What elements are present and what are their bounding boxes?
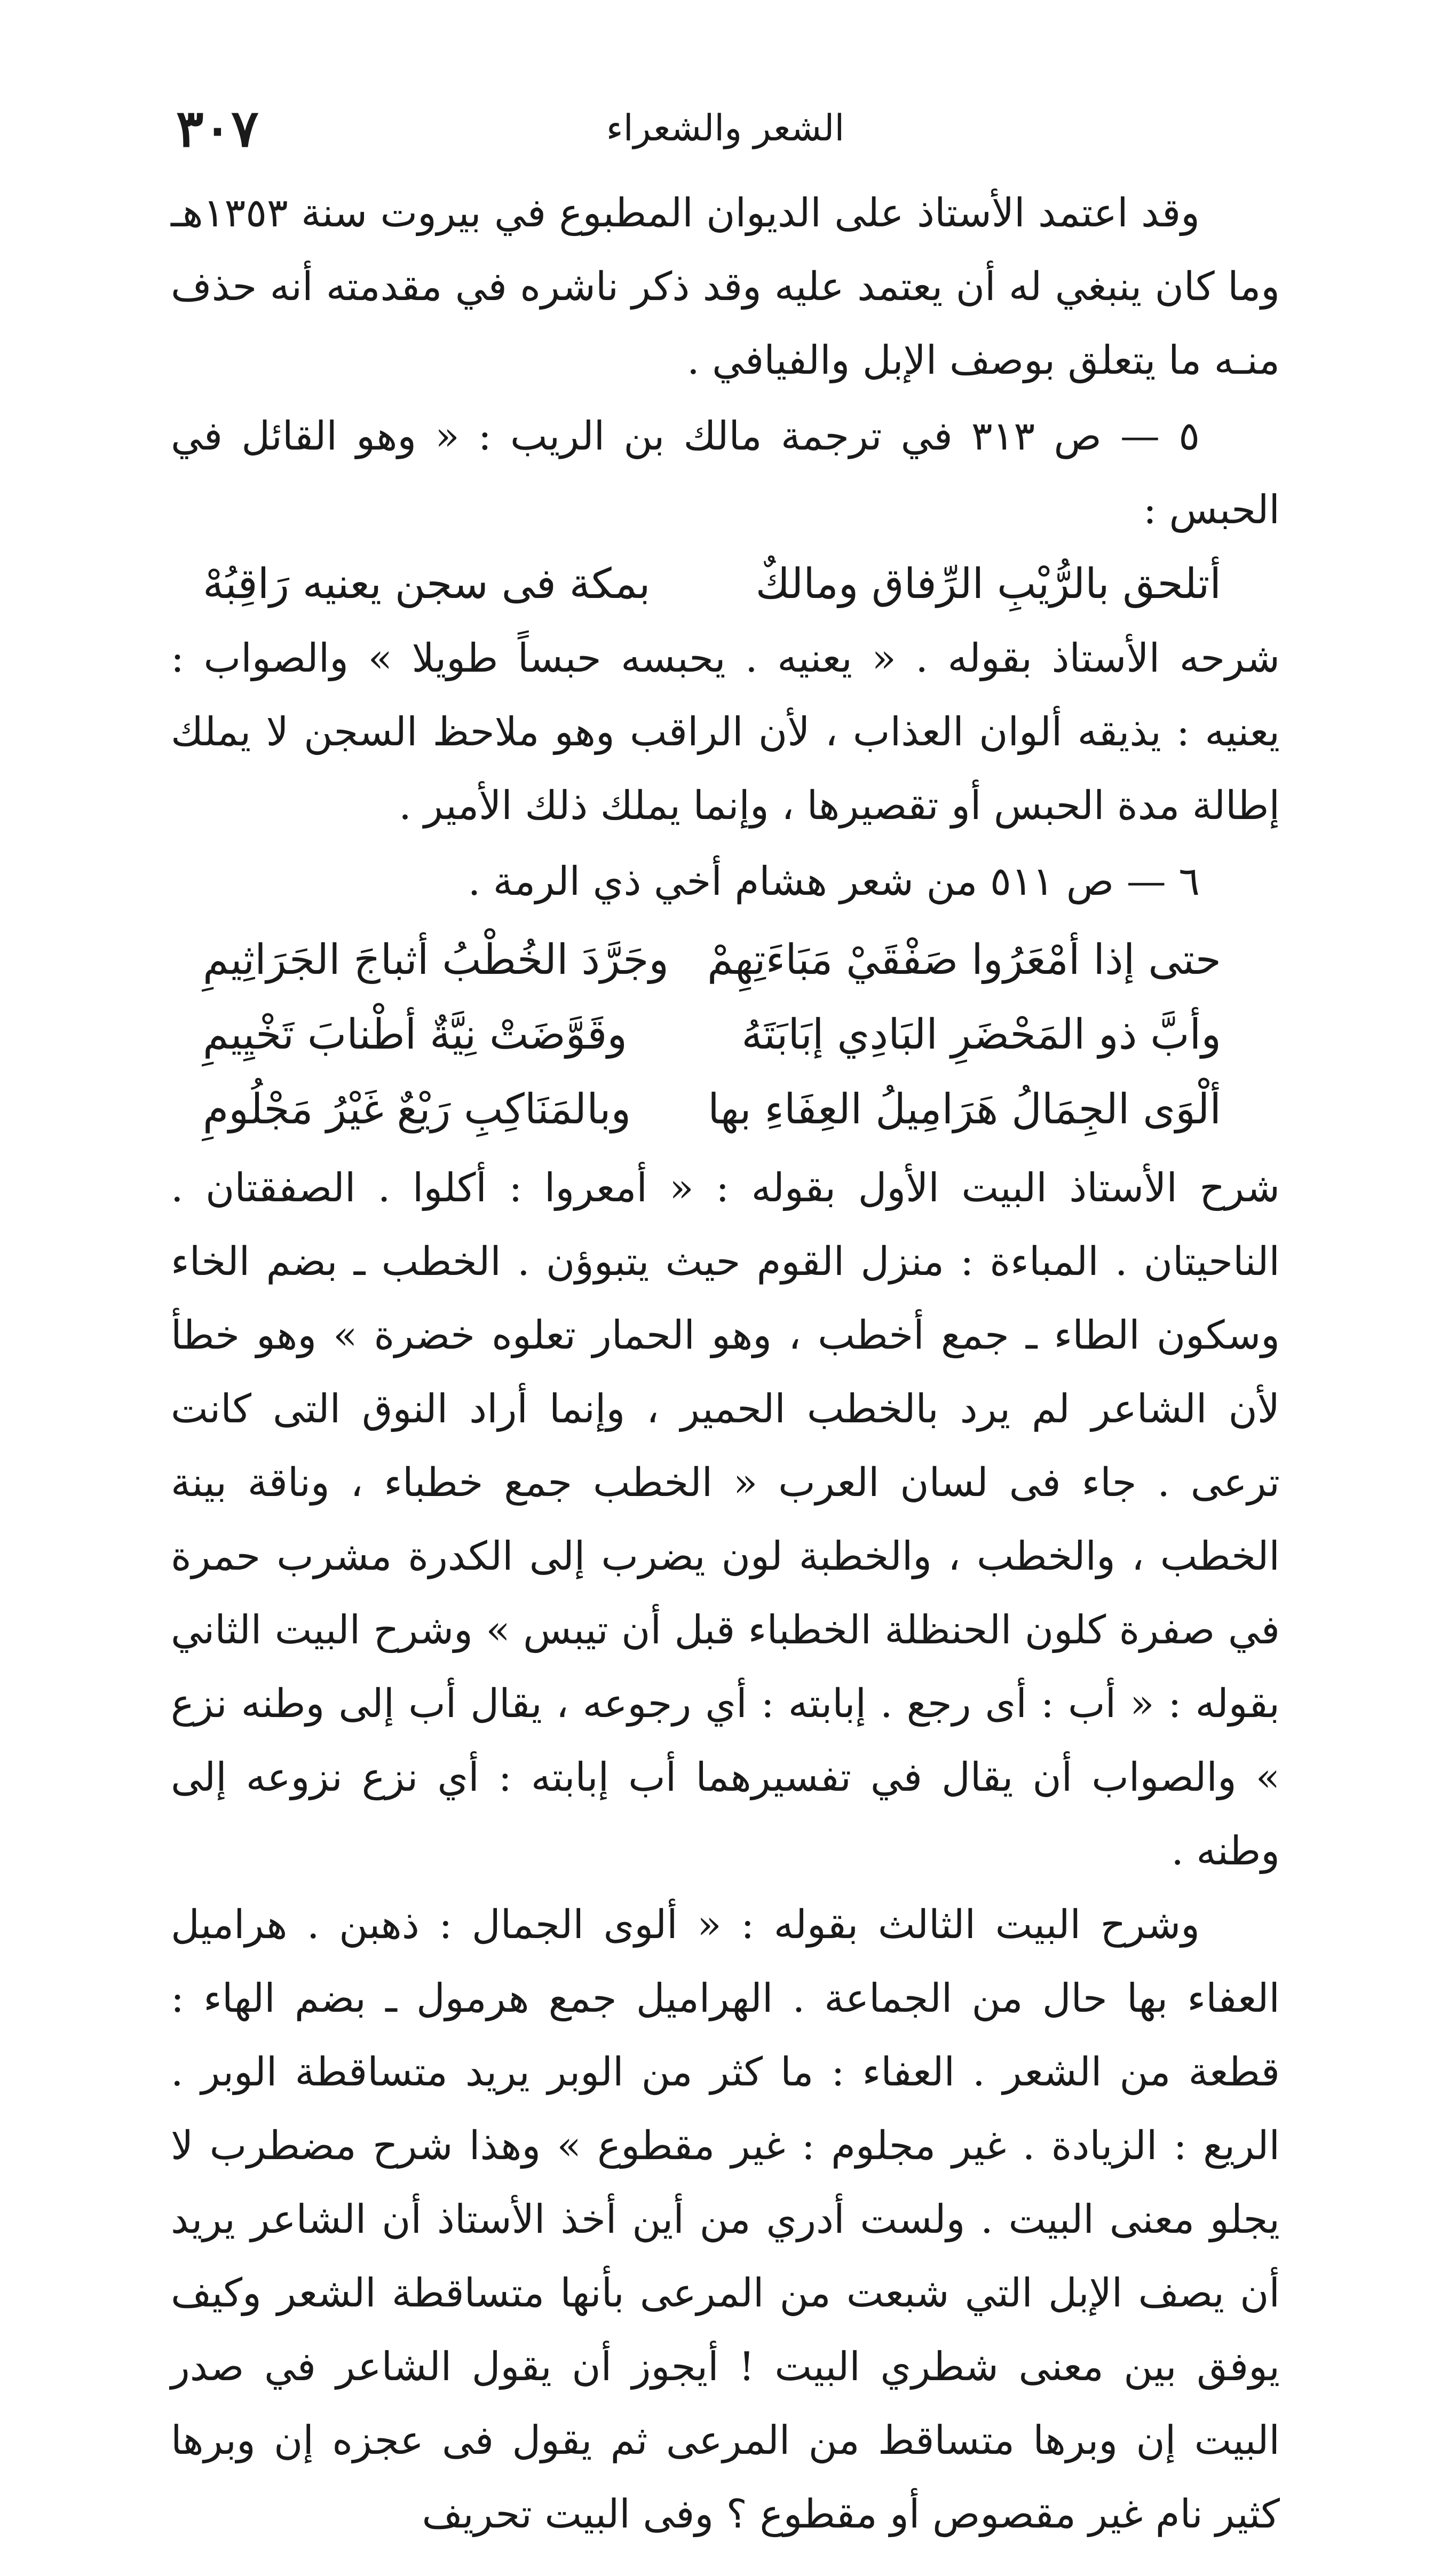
verse-first-hemistich: حتى إذا أمْعَرُوا صَفْقَيْ مَبَاءَتِهِمْ (707, 936, 1221, 984)
verse-second-hemistich: وقَوَّضَتْ نِيَّةٌ أطْنابَ تَخْيِيمِ (203, 1011, 628, 1059)
verse-second-hemistich: وبالمَنَاكِبِ رَيْعٌ غَيْرُ مَجْلُومِ (203, 1085, 631, 1133)
verse-group (171, 923, 1280, 1147)
verse-first-hemistich: وأبَّ ذو المَحْضَرِ البَادِي إبَابَتَهُ (741, 1011, 1221, 1059)
running-title: الشعر والشعراء (606, 107, 845, 149)
verse-line (171, 547, 1280, 621)
paragraph-intro: وقد اعتمد الأستاذ على الديوان المطبوع في بيروت سنة ١٣٥٣هـ وما كان ينبغي له أن يعتمد عليه وقد ذكر ناشره في مقدمته أنه حذف منـه ما يتعلق بوصف الإبل والفيافي . (171, 190, 1280, 383)
verse-second-hemistich: وجَرَّدَ الخُطْبُ أثباجَ الجَرَاثِيمِ (203, 936, 669, 984)
page-number: ٣٠٧ (176, 98, 259, 159)
verse-line (171, 1072, 1280, 1147)
paragraph-commentary-5: شرحه الأستاذ بقوله . « يعنيه . يحبسه حبساً طويلا » والصواب : يعنيه : يذيقه ألوان العذاب ، لأن الراقب وهو ملاحظ السجن لا يملك إطالة مدة الحبس أو تقصيرها ، وإنما يملك ذلك الأمير . (171, 635, 1280, 829)
verse-first-hemistich: أتلحق بالرُّيْبِ الرِّفاق ومالكٌ (755, 560, 1221, 608)
paragraph-third-verse: وشرح البيت الثالث بقوله : « ألوى الجمال : ذهبن . هراميل العفاء بها حال من الجماعة . الهراميل جمع هرمول ـ بضم الهاء : قطعة من الشعر . العفاء : ما كثر من الوبر يريد متساقطة الوبر . الريع : الزيادة . غير مجلوم : غير مقطوع » وهذا شرح مضطرب لا يجلو معنى البيت . ولست أدري من أين أخذ الأستاذ أن الشاعر يريد أن يصف الإبل التي شبعت من المرعى بأنها متساقطة الشعر وكيف يوفق بين معنى شطري البيت ! أيجوز أن يقول الشاعر في صدر البيت إن وبرها متساقط من المرعى ثم يقول فى عجزه إن وبرها كثير نام غير مقصوص أو مقطوع ؟ وفى البيت تحريف (171, 1902, 1280, 2537)
item-6-heading: ٦ — ص ٥١١ من شعر هشام أخي ذي الرمة . (468, 859, 1200, 904)
item-5-heading: ٥ — ص ٣١٣ في ترجمة مالك بن الريب : « وهو القائل في الحبس : (171, 413, 1280, 533)
verse-line (171, 997, 1280, 1072)
page-body (171, 176, 1280, 2551)
verse-first-hemistich: ألْوَى الجِمَالُ هَرَامِيلُ العِفَاءِ بها (708, 1085, 1221, 1133)
page-header (176, 96, 1275, 160)
verse-line (171, 923, 1280, 997)
verse-second-hemistich: بمكة فى سجن يعنيه رَاقِبُهْ (203, 560, 651, 608)
paragraph-commentary-6: شرح الأستاذ البيت الأول بقوله : « أمعروا : أكلوا . الصفقتان . الناحيتان . المباءة : منزل القوم حيث يتبوؤن . الخطب ـ بضم الخاء وسكون الطاء ـ جمع أخطب ، وهو الحمار تعلوه خضرة » وهو خطأ لأن الشاعر لم يرد بالخطب الحمير ، وإنما أراد النوق التى كانت ترعى . جاء فى لسان العرب « الخطب جمع خطباء ، وناقة بينة الخطب ، والخطب ، والخطبة لون يضرب إلى الكدرة مشرب حمرة في صفرة كلون الحنظلة الخطباء قبل أن تيبس » وشرح البيت الثاني بقوله : « أب : أى رجع . إبابته : أي رجوعه ، يقال أب إلى وطنه نزع » والصواب أن يقال في تفسيرهما أب إبابته : أي نزع نزوعه إلى وطنه . (171, 1165, 1280, 1874)
